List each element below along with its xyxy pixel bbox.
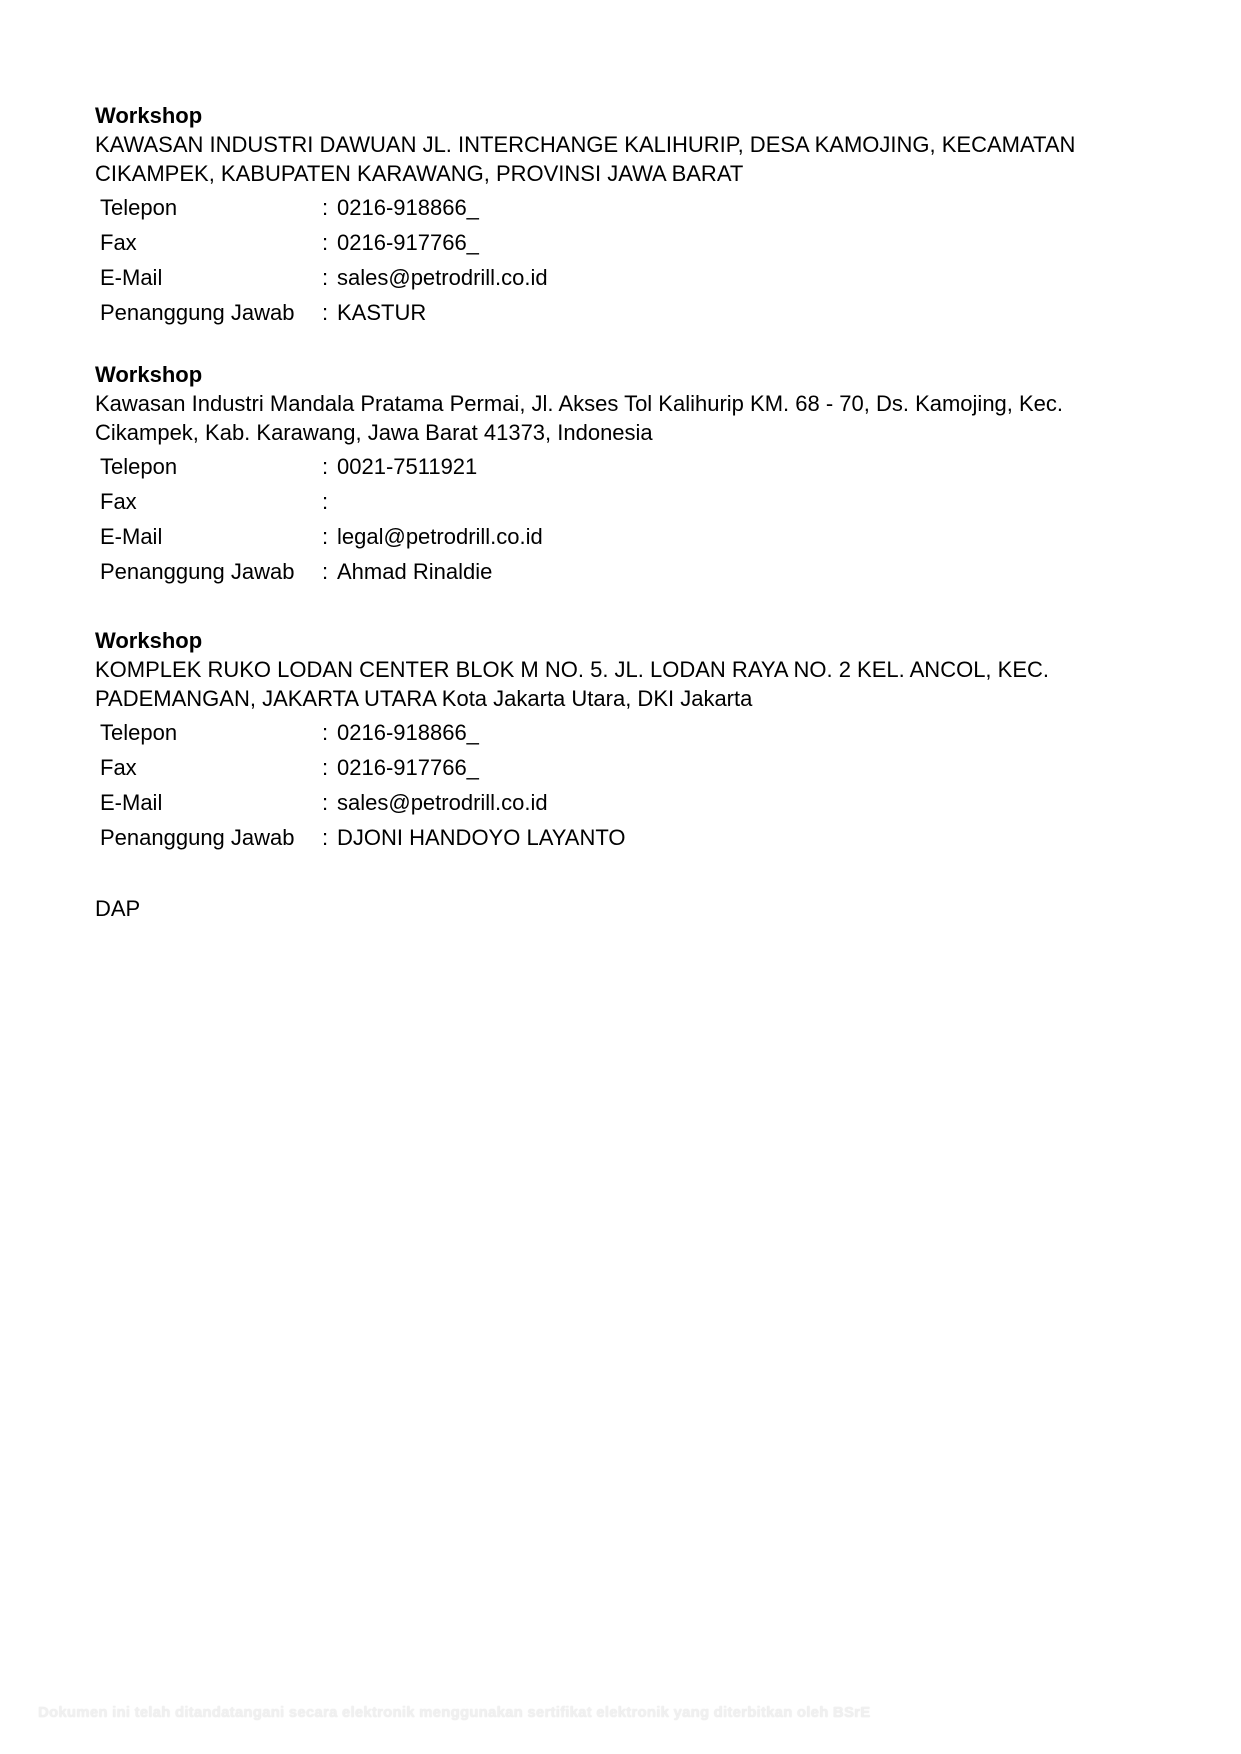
field-separator: : <box>322 754 329 780</box>
field-separator: : <box>322 523 329 549</box>
field-separator: : <box>322 719 329 745</box>
field-label: Fax <box>100 229 137 255</box>
contact-row-telepon <box>95 449 543 484</box>
field-value: DJONI HANDOYO LAYANTO <box>337 824 626 850</box>
contact-row-email <box>95 519 543 554</box>
contact-row-telepon <box>95 715 626 750</box>
field-value: sales@petrodrill.co.id <box>337 789 548 815</box>
contact-row-fax <box>95 225 548 260</box>
contact-table <box>95 715 626 855</box>
contact-row-person-in-charge <box>95 820 626 855</box>
field-label: E-Mail <box>100 264 163 290</box>
contact-row-email <box>95 260 548 295</box>
field-separator: : <box>322 558 329 584</box>
field-label: E-Mail <box>100 789 163 815</box>
field-label: Fax <box>100 488 137 514</box>
electronic-signature-watermark: Dokumen ini telah ditandatangani secara elektronik menggunakan sertifikat elektronik yang diterbitkan oleh BSrE <box>38 1704 871 1721</box>
field-separator: : <box>322 488 329 514</box>
workshop-section-2 <box>95 361 1155 589</box>
contact-row-person-in-charge <box>95 554 543 589</box>
footer-label: DAP <box>95 896 141 921</box>
contact-table <box>95 449 543 589</box>
field-value: Ahmad Rinaldie <box>337 558 493 584</box>
field-separator: : <box>322 453 329 479</box>
field-label: Penanggung Jawab <box>100 824 295 850</box>
field-separator: : <box>322 264 329 290</box>
field-value: 0216-917766_ <box>337 754 479 780</box>
field-separator: : <box>322 194 329 220</box>
contact-table <box>95 190 548 330</box>
contact-row-email <box>95 785 626 820</box>
field-value: 0216-917766_ <box>337 229 479 255</box>
field-separator: : <box>322 299 329 325</box>
workshop-section-3 <box>95 627 1155 855</box>
field-separator: : <box>322 824 329 850</box>
field-label: E-Mail <box>100 523 163 549</box>
section-title: Workshop <box>95 628 203 653</box>
contact-row-person-in-charge <box>95 295 548 330</box>
field-label: Telepon <box>100 719 178 745</box>
field-label: Penanggung Jawab <box>100 558 295 584</box>
workshop-address: KOMPLEK RUKO LODAN CENTER BLOK M NO. 5. JL. LODAN RAYA NO. 2 KEL. ANCOL, KEC. PADEMANGAN, JAKARTA UTARA Kota Jakarta Utara, DKI Jakarta <box>95 657 1050 711</box>
contact-row-telepon <box>95 190 548 225</box>
field-value: KASTUR <box>337 299 427 325</box>
field-label: Telepon <box>100 194 178 220</box>
field-label: Fax <box>100 754 137 780</box>
field-value: 0216-918866_ <box>337 719 479 745</box>
field-value: 0021-7511921 <box>337 453 478 479</box>
section-title: Workshop <box>95 362 203 387</box>
field-label: Telepon <box>100 453 178 479</box>
field-value: 0216-918866_ <box>337 194 479 220</box>
contact-row-fax <box>95 750 626 785</box>
field-value: legal@petrodrill.co.id <box>337 523 543 549</box>
field-separator: : <box>322 789 329 815</box>
field-value <box>337 484 543 519</box>
workshop-address: Kawasan Industri Mandala Pratama Permai, Jl. Akses Tol Kalihurip KM. 68 - 70, Ds. Kamojing, Kec. Cikampek, Kab. Karawang, Jawa Barat 41373, Indonesia <box>95 391 1064 445</box>
field-value: sales@petrodrill.co.id <box>337 264 548 290</box>
field-separator: : <box>322 229 329 255</box>
workshop-section-1 <box>95 102 1155 330</box>
section-title: Workshop <box>95 103 203 128</box>
contact-row-fax <box>95 484 543 519</box>
field-label: Penanggung Jawab <box>100 299 295 325</box>
workshop-address: KAWASAN INDUSTRI DAWUAN JL. INTERCHANGE KALIHURIP, DESA KAMOJING, KECAMATAN CIKAMPEK, KABUPATEN KARAWANG, PROVINSI JAWA BARAT <box>95 132 1076 186</box>
